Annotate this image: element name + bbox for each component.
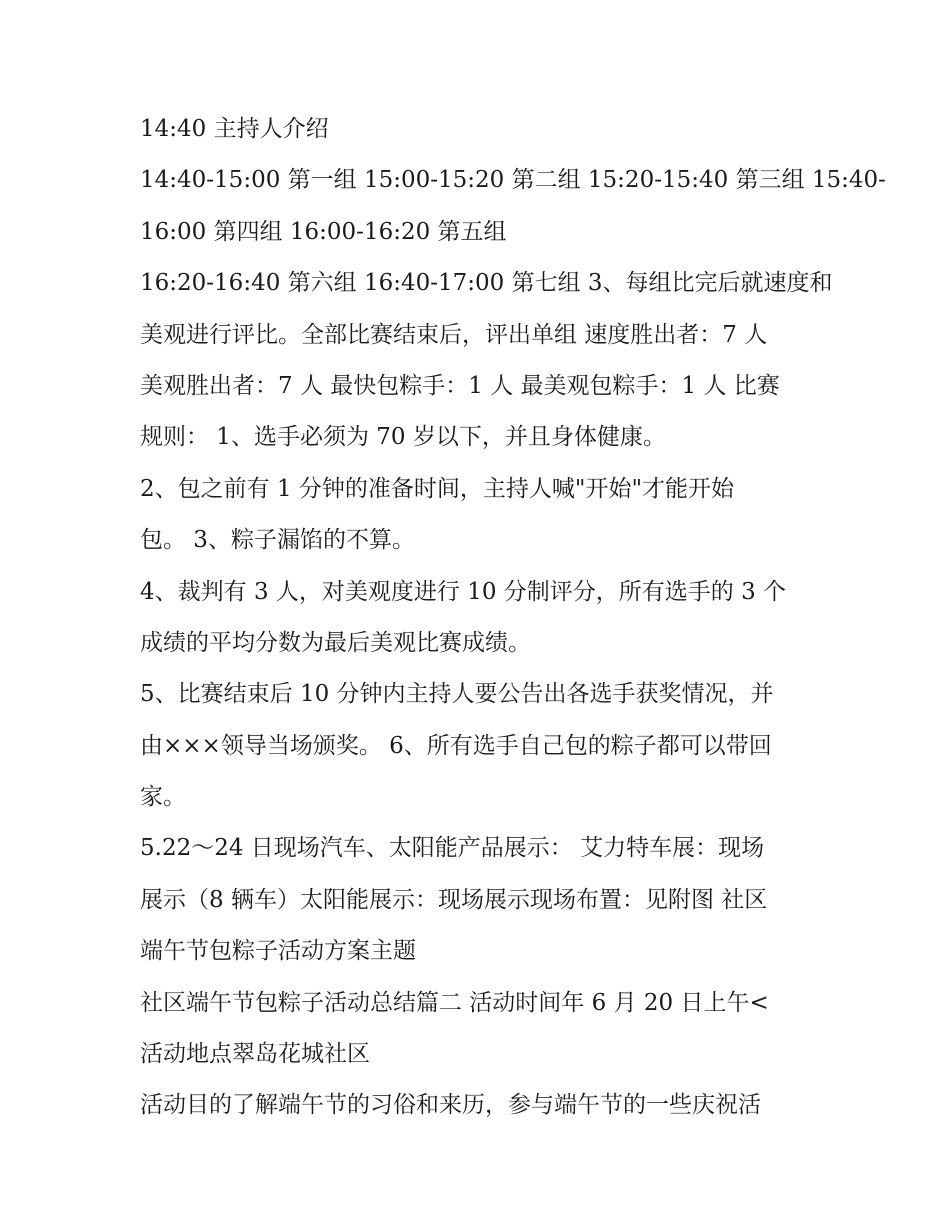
text-line: 社区端午节包粽子活动总结篇二 活动时间年 6 月 20 日上午< — [140, 989, 769, 1016]
text-line: 14:40-15:00 第一组 15:00-15:20 第二组 15:20-15:40 第三组 15:40- — [140, 167, 886, 194]
text-line: 美观胜出者：7 人 最快包粽手：1 人 最美观包粽手：1 人 比赛 — [140, 372, 780, 399]
text-line: 成绩的平均分数为最后美观比赛成绩。 — [140, 629, 531, 656]
text-line: 家。 — [140, 784, 186, 811]
document-body — [140, 104, 886, 1132]
text-line: 14:40 主持人介绍 — [140, 116, 329, 142]
text-line: 5、比赛结束后 10 分钟内主持人要公告出各选手获奖情况，并 — [140, 681, 774, 708]
text-line: 5.22～24 日现场汽车、太阳能产品展示： 艾力特车展：现场 — [140, 835, 765, 862]
text-line: 规则： 1、选手必须为 70 岁以下，并且身体健康。 — [140, 424, 666, 451]
text-line: 包。 3、粽子漏馅的不算。 — [140, 527, 415, 554]
text-line: 端午节包粽子活动方案主题 — [140, 938, 416, 965]
text-line: 4、裁判有 3 人，对美观度进行 10 分制评分，所有选手的 3 个 — [140, 578, 787, 605]
text-line: 16:00 第四组 16:00-16:20 第五组 — [140, 218, 507, 245]
text-line: 16:20-16:40 第六组 16:40-17:00 第七组 3、每组比完后就速度和 — [140, 270, 833, 297]
text-line: 由×××领导当场颁奖。 6、所有选手自己包的粽子都可以带回 — [140, 732, 772, 759]
text-line: 展示（8 辆车）太阳能展示：现场展示现场布置：见附图 社区 — [140, 886, 768, 913]
text-line: 活动目的了解端午节的习俗和来历，参与端午节的一些庆祝活 — [140, 1092, 761, 1119]
text-line: 美观进行评比。全部比赛结束后，评出单组 速度胜出者：7 人 — [140, 321, 768, 348]
text-line: 活动地点翠岛花城社区 — [140, 1041, 370, 1068]
text-line: 2、包之前有 1 分钟的准备时间，主持人喊"开始"才能开始 — [140, 475, 735, 502]
